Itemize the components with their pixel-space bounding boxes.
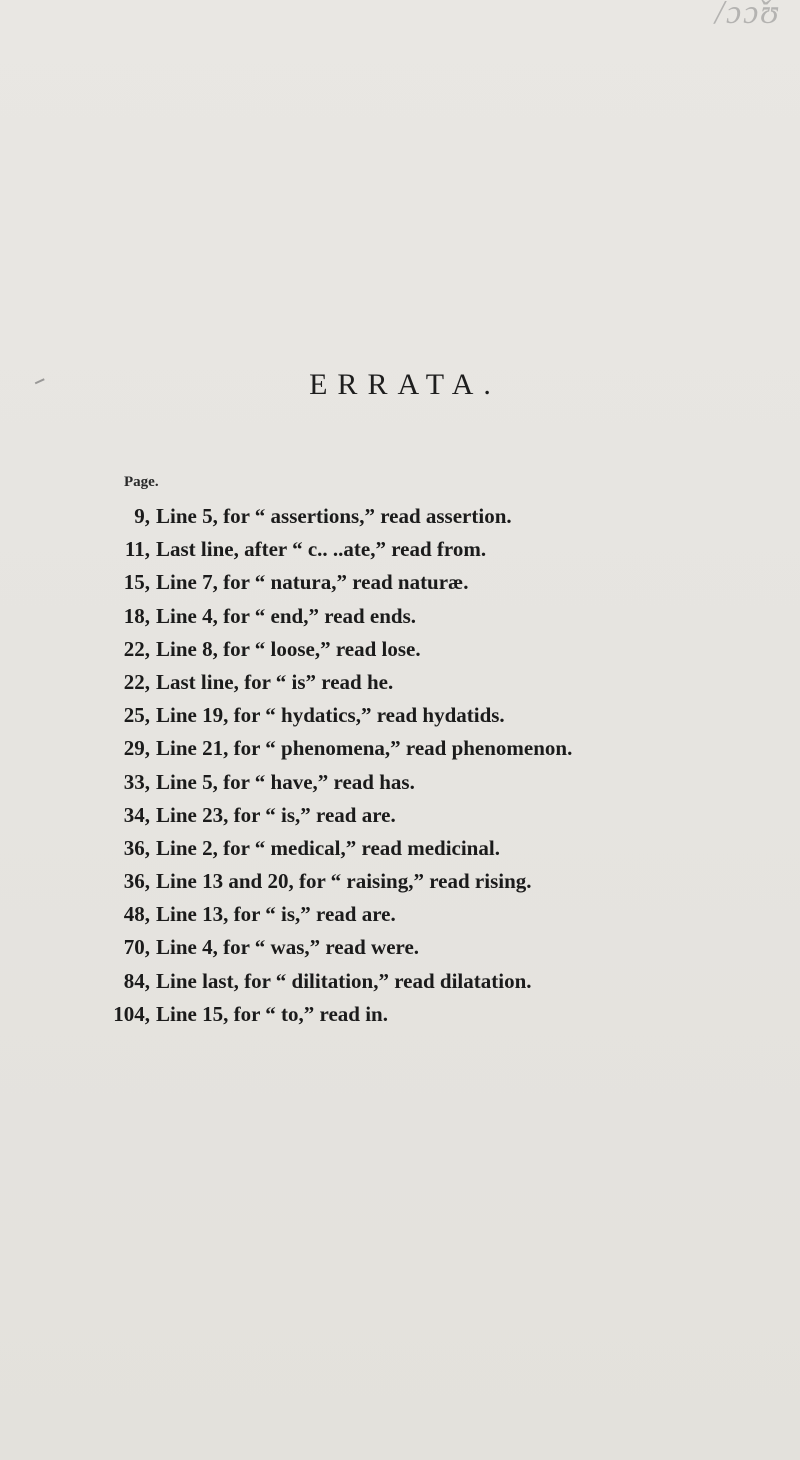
- errata-correction: Line 8, for “ loose,” read lose.: [156, 636, 421, 661]
- errata-page-number: 70,: [123, 935, 150, 960]
- errata-correction: Line 23, for “ is,” read are.: [156, 802, 396, 827]
- errata-entry: [0, 500, 800, 533]
- errata-correction: Line last, for “ dilitation,” read dilatation.: [156, 968, 532, 993]
- errata-correction: Line 5, for “ have,” read has.: [156, 769, 415, 794]
- errata-correction: Line 2, for “ medical,” read medicinal.: [156, 835, 500, 860]
- errata-page-number: 33,: [123, 769, 150, 794]
- errata-entry: [0, 533, 800, 566]
- errata-entry: [0, 766, 800, 799]
- errata-page-number: 29,: [123, 736, 150, 761]
- errata-page-number: 84,: [123, 968, 150, 993]
- errata-correction: Line 21, for “ phenomena,” read phenomenon.: [156, 736, 573, 761]
- errata-correction: Line 19, for “ hydatics,” read hydatids.: [156, 703, 505, 728]
- errata-page-number: 18,: [123, 603, 150, 628]
- errata-entry: [0, 732, 800, 765]
- page-title: ERRATA.: [309, 368, 501, 401]
- errata-page-number: 36,: [123, 835, 150, 860]
- errata-correction: Line 13 and 20, for “ raising,” read rising.: [156, 869, 532, 894]
- errata-page-number: 104,: [113, 1001, 150, 1026]
- errata-entry: [0, 699, 800, 732]
- errata-correction: Line 4, for “ was,” read were.: [156, 935, 420, 960]
- errata-page-number: 22,: [123, 636, 150, 661]
- errata-entry: [0, 865, 800, 898]
- errata-entry: [0, 666, 800, 699]
- errata-list: [0, 500, 800, 1031]
- errata-correction: Line 4, for “ end,” read ends.: [156, 603, 416, 628]
- errata-entry: [0, 998, 800, 1031]
- handwritten-corner-mark: /ɔɔ̌ʊ: [714, 0, 780, 31]
- errata-correction: Line 13, for “ is,” read are.: [156, 902, 396, 927]
- errata-entry: [0, 633, 800, 666]
- errata-correction: Line 5, for “ assertions,” read assertion.: [156, 504, 512, 528]
- errata-page-number: 15,: [123, 570, 150, 595]
- errata-correction: Line 15, for “ to,” read in.: [156, 1001, 388, 1026]
- errata-entry: [0, 965, 800, 998]
- errata-entry: [0, 898, 800, 931]
- errata-correction: Last line, after “ c.. ..ate,” read from.: [156, 537, 487, 562]
- errata-entry: [0, 931, 800, 964]
- errata-page-number: 36,: [123, 869, 150, 894]
- errata-entry: [0, 600, 800, 633]
- errata-page-number: 25,: [123, 703, 150, 728]
- errata-entry: [0, 799, 800, 832]
- errata-page-number: 34,: [123, 802, 150, 827]
- errata-page-number: 9,: [134, 504, 150, 528]
- errata-correction: Last line, for “ is” read he.: [156, 669, 394, 694]
- errata-page-number: 22,: [123, 669, 150, 694]
- errata-correction: Line 7, for “ natura,” read naturæ.: [156, 570, 469, 595]
- errata-page-number: 11,: [124, 537, 150, 562]
- errata-entry: [0, 832, 800, 865]
- errata-entry: [0, 566, 800, 599]
- page-column-label: Page.: [124, 474, 159, 490]
- errata-page-number: 48,: [123, 902, 150, 927]
